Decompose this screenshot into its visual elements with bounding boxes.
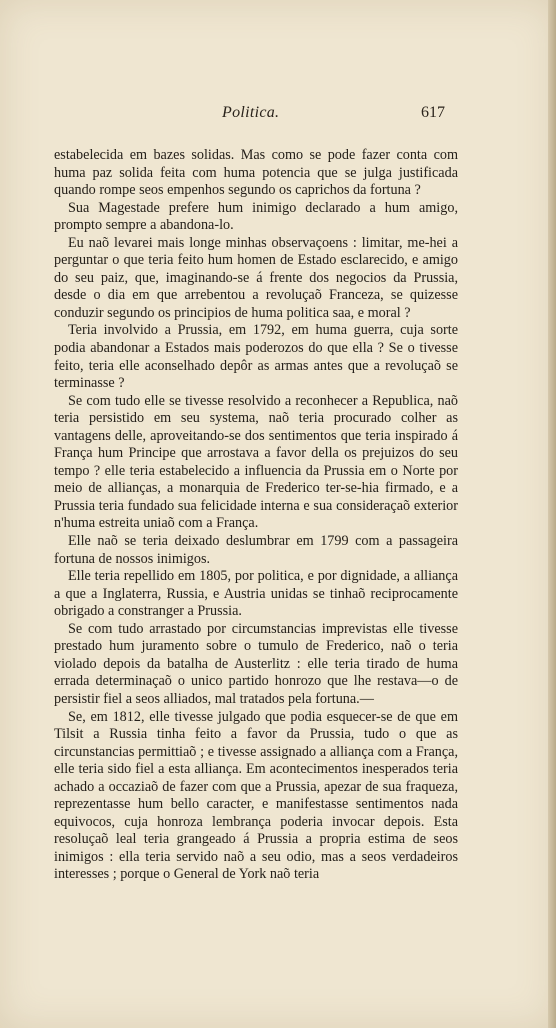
page-edge (548, 0, 556, 1028)
paragraph: Elle naõ se teria deixado deslumbrar em 1799 com a passageira fortuna de nossos inimigos. (54, 533, 458, 567)
paragraph: Se com tudo arrastado por circumstancias imprevistas elle tivesse prestado hum juramento sobre o tumulo de Frederico, naõ o teria violado depois da batalha de Austerlitz : elle teria tirado de huma errada determinaçaõ o unico partido honrozo que lhe restava—o de persistir fiel a seos alliados, mal tratados pela fortuna.— (54, 620, 458, 707)
paragraph: Eu naõ levarei mais longe minhas observaçoens : limitar, me-hei a perguntar o que teria feito hum homen de Estado esclarecido, e amigo do seu paiz, que, imaginando-se á frente dos negocios da Prussia, desde o dia em que arrebentou a revoluçaõ Franceza, se quizesse conduzir segundo os principios de huma politica saa, e moral ? (54, 234, 458, 321)
paragraph: Se, em 1812, elle tivesse julgado que podia esquecer-se de que em Tilsit a Russia tinha feito a favor da Prussia, tudo o que as circunstancias permittiaõ ; e tivesse assignado a alliança com a França, elle teria sido fiel a esta alliança. Em acontecimentos inesperados teria achado a occaziaõ de fazer com que a Prussia, apezar de sua fraqueza, reprezentasse hum bello caracter, e manifestasse sentimentos nada equivocos, cuja honroza lembrança poderia invocar depois. Esta resoluçaõ leal teria grangeado á Prussia a propria estima de seos inimigos : ella teria servido naõ a seu odio, mas a seos verdadeiros interesses ; porque o General de York naõ teria (54, 708, 458, 883)
paragraph: Elle teria repellido em 1805, por politica, e por dignidade, a alliança a que a Inglaterra, Russia, e Austria unidas se tinhaõ reciprocamente obrigado a constranger a Prussia. (54, 568, 458, 620)
paragraph: estabelecida em bazes solidas. Mas como se pode fazer conta com huma paz solida feita com huma potencia que se julga justificada quando rompe seos empenhos segundo os caprichos da fortuna ? (54, 147, 458, 199)
page-number: 617 (421, 104, 445, 121)
body-text (54, 147, 458, 884)
running-title: Politica. (222, 104, 280, 121)
paragraph: Sua Magestade prefere hum inimigo declarado a hum amigo, prompto sempre a abandona-lo. (54, 199, 458, 234)
paragraph: Teria involvido a Prussia, em 1792, em huma guerra, cuja sorte podia abandonar a Estados mais poderozos do que ella ? Se o tivesse feito, teria elle aconselhado depôr as armas antes que a revoluçaõ se terminasse ? (54, 322, 458, 392)
page-header (0, 104, 556, 128)
paragraph: Se com tudo elle se tivesse resolvido a reconhecer a Republica, naõ teria persistido em seu systema, naõ teria procurado colher as vantagens delle, aproveitando-se dos sentimentos que teria inspirado á França hum Principe que arrostava a favor della os prejuizos do seu tempo ? elle teria estabelecido a influencia da Prussia em o Norte por meio de allianças, a monarquia de Frederico ter-se-hia firmado, e a Prussia teria fundado sua felicidade interna e sua consideraçaõ exterior n'huma estreita uniaõ com a França. (54, 392, 458, 532)
